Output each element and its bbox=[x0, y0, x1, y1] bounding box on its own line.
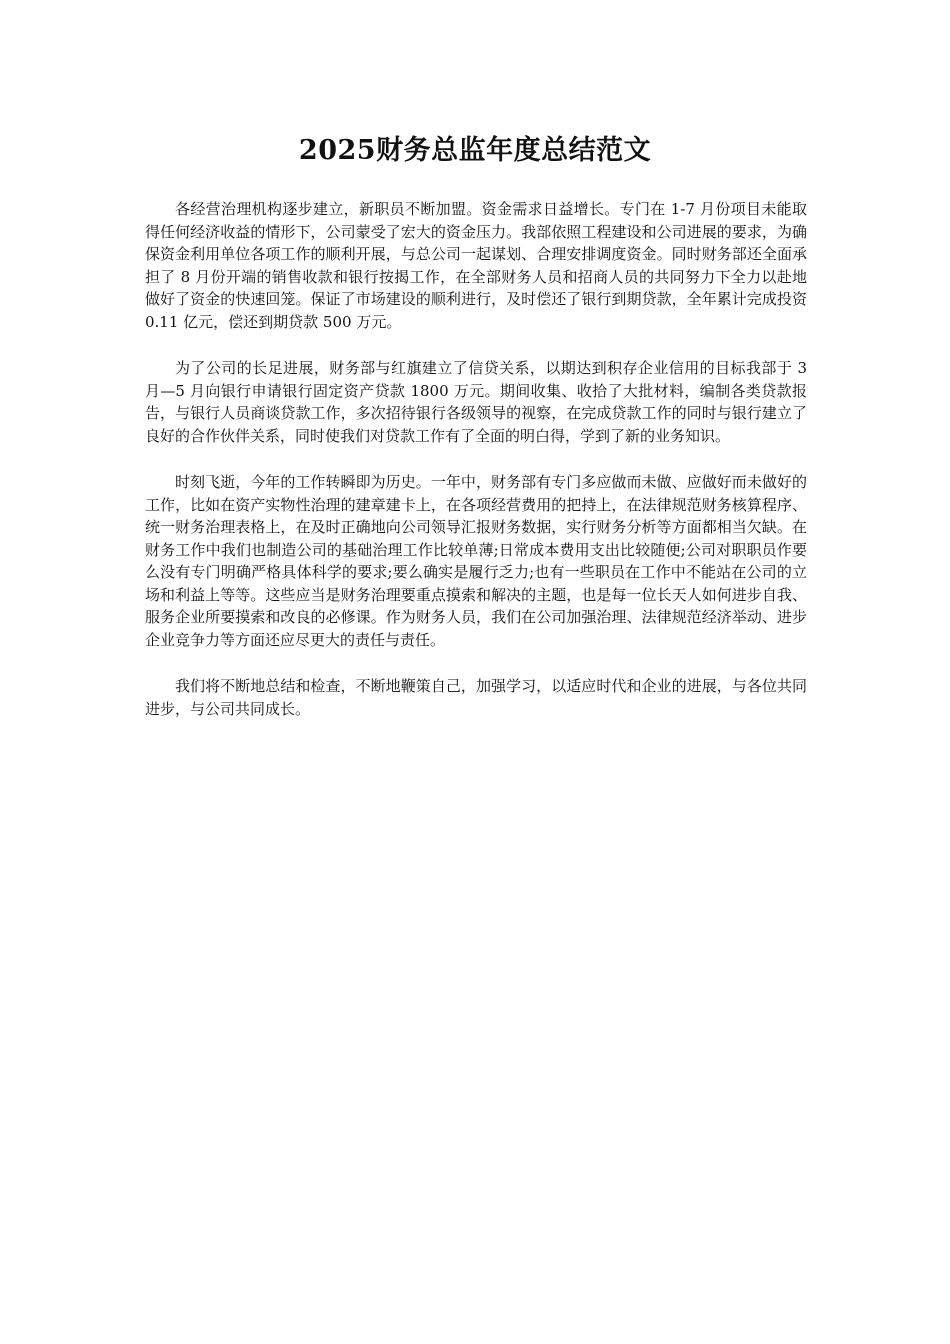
paragraph-1: 各经营治理机构逐步建立，新职员不断加盟。资金需求日益增长。专门在 1-7 月份项目未能取得任何经济收益的情形下，公司蒙受了宏大的资金压力。我部依照工程建设和公司进展的要求，为确保资金利用单位各项工作的顺利开展，与总公司一起谋划、合理安排调度资金。同时财务部还全面承担了 8 月份开端的销售收款和银行按揭工作，在全部财务人员和招商人员的共同努力下全力以赴地做好了资金的快速回笼。保证了市场建设的顺利进行，及时偿还了银行到期贷款，全年累计完成投资 0.11 亿元，偿还到期贷款 500 万元。 bbox=[145, 200, 807, 331]
paragraph-2: 为了公司的长足进展，财务部与红旗建立了信贷关系，以期达到积存企业信用的目标我部于 3 月—5 月向银行申请银行固定资产贷款 1800 万元。期间收集、收拾了大批材料，编制各类贷款报告，与银行人员商谈贷款工作，多次招待银行各级领导的视察，在完成贷款工作的同时与银行建立了良好的合作伙伴关系，同时使我们对贷款工作有了全面的明白得，学到了新的业务知识。 bbox=[145, 359, 807, 445]
document-title: 2025财务总监年度总结范文 bbox=[298, 135, 652, 166]
paragraph-4: 我们将不断地总结和检查，不断地鞭策自己，加强学习，以适应时代和企业的进展，与各位共同进步，与公司共同成长。 bbox=[145, 677, 807, 718]
paragraph-3: 时刻飞逝，今年的工作转瞬即为历史。一年中，财务部有专门多应做而未做、应做好而未做好的工作，比如在资产实物性治理的建章建卡上，在各项经营费用的把持上，在法律规范财务核算程序、统一财务治理表格上，在及时正确地向公司领导汇报财务数据，实行财务分析等方面都相当欠缺。在财务工作中我们也制造公司的基础治理工作比较单薄;日常成本费用支出比较随便;公司对职职员作要么没有专门明确严格具体科学的要求;要么确实是履行乏力;也有一些职员在工作中不能站在公司的立场和利益上等等。这些应当是财务治理要重点摸索和解决的主题，也是每一位长天人如何进步自我、服务企业所要摸索和改良的必修课。作为财务人员，我们在公司加强治理、法律规范经济举动、进步企业竞争力等方面还应尽更大的责任与责任。 bbox=[145, 473, 807, 649]
document-body bbox=[145, 198, 807, 744]
